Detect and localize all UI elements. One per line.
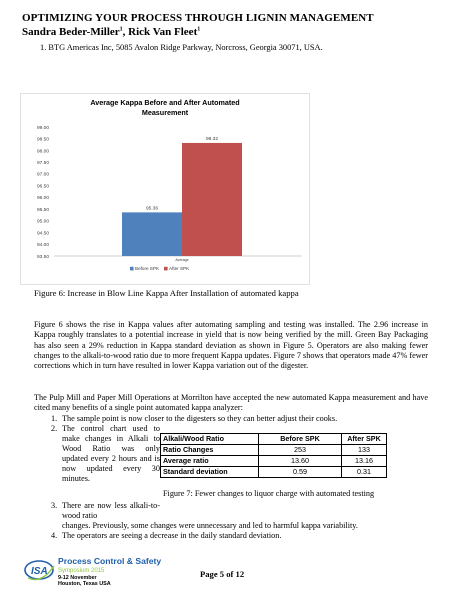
isa-symposium-logo — [24, 554, 174, 594]
figure-7-caption: Figure 7: Fewer changes to liquor charge with automated testing — [163, 489, 375, 498]
list-item-3-continuation: changes. Previously, some changes were unnecessary and led to harmful kappa variability. — [62, 521, 358, 530]
y-tick-label: 96.00 — [36, 196, 49, 202]
table-row-label: Average ratio — [161, 456, 259, 467]
figure-6-caption: Figure 6: Increase in Blow Line Kappa After Installation of automated kappa — [34, 288, 299, 298]
table-header-row — [161, 434, 387, 445]
event-name: Process Control & Safety — [58, 556, 162, 566]
list-item-3-number: 3. — [51, 501, 58, 510]
bar-data-label: 98.32 — [205, 136, 219, 142]
table-row — [161, 467, 387, 478]
list-item-4-text: The operators are seeing a decrease in the daily standard deviation. — [62, 531, 282, 540]
bar-after-spk — [182, 143, 242, 256]
chart-title-line1: Average Kappa Before and After Automated — [90, 98, 240, 107]
table-cell-before: 253 — [259, 445, 342, 456]
table-cell-before: 13.60 — [259, 456, 342, 467]
y-tick-label: 97.00 — [36, 172, 49, 178]
y-tick-label: 94.50 — [36, 231, 49, 237]
author-separator: , — [122, 26, 129, 38]
table-cell-after: 0.31 — [342, 467, 387, 478]
affiliation: 1. BTG Americas Inc, 5085 Avalon Ridge Parkway, Norcross, Georgia 30071, USA. — [40, 43, 323, 52]
y-tick-label: 98.50 — [36, 137, 49, 143]
author-line — [22, 26, 200, 38]
event-location: Houston, Texas USA — [58, 581, 111, 587]
event-subtitle: Symposium 2015 — [58, 568, 105, 574]
list-item-3-text: There are now less alkali-to-wood ratio — [62, 501, 160, 521]
body-paragraph-1: Figure 6 shows the rise in Kappa values after automating sampling and testing was installed. The 2.96 increase in Kappa roughly translates to a potential increase in yield that is now being verified by the mill. Green Bay Packaging has also seen a 29% reduction in Kappa standard deviation as shown in Figure 5. Operators are also making fewer changes to the alkali-to-wood ratio due to more frequent Kappa updates. Figure 7 shows that operators made 47% fewer corrections which in turn have resulted in lower Kappa variation out of the digester. — [34, 320, 428, 371]
legend-swatch — [164, 267, 168, 271]
bar-data-label: 95.36 — [145, 206, 159, 212]
list-item-1-text: The sample point is now closer to the digesters so they can better adjust their cooks. — [62, 414, 338, 423]
table-header-before: Before SPK — [259, 434, 342, 445]
table-row-label: Ratio Changes — [161, 445, 259, 456]
isa-logo-text: ISA — [31, 566, 48, 577]
table-row-label: Standard deviation — [161, 467, 259, 478]
alkali-wood-ratio-table — [160, 433, 387, 478]
legend-label: Before SPK — [135, 266, 160, 271]
author-1: Sandra Beder-Miller — [22, 26, 120, 38]
y-tick-label: 98.00 — [36, 149, 49, 155]
y-tick-label: 93.50 — [36, 254, 49, 260]
legend-swatch — [130, 267, 134, 271]
table-header-ratio: Alkali/Wood Ratio — [161, 434, 259, 445]
table-cell-after: 13.16 — [342, 456, 387, 467]
body-paragraph-2: The Pulp Mill and Paper Mill Operations at Morrilton have accepted the new automated Kappa measurement and have cited many benefits of a single point automated kappa analyzer: — [34, 393, 428, 413]
bar-before-spk — [122, 212, 182, 256]
list-item-2-text: The control chart used to make changes in Alkali to Wood Ratio was only updated every 2 hours and is now updated every 30 minutes. — [62, 424, 160, 484]
x-category-label: Average — [175, 258, 189, 262]
y-tick-label: 94.00 — [36, 243, 49, 249]
kappa-bar-chart — [20, 93, 310, 285]
legend-label: After SPK — [169, 266, 190, 271]
list-item-2-number: 2. — [51, 424, 58, 433]
list-item-1-number: 1. — [51, 414, 58, 423]
chart-title-line2: Measurement — [141, 108, 189, 117]
paper-title: OPTIMIZING YOUR PROCESS THROUGH LIGNIN MANAGEMENT — [22, 12, 374, 24]
table-row — [161, 445, 387, 456]
author-1-affiliation-mark: 1 — [119, 26, 123, 33]
table-cell-before: 0.59 — [259, 467, 342, 478]
table-row — [161, 456, 387, 467]
y-tick-label: 95.50 — [36, 207, 49, 213]
page-number: Page 5 of 12 — [200, 569, 245, 579]
y-tick-label: 97.50 — [36, 160, 49, 166]
event-dates: 9-12 November — [58, 575, 97, 581]
list-item-4-number: 4. — [51, 531, 58, 540]
y-tick-label: 96.50 — [36, 184, 49, 190]
y-tick-label: 95.00 — [36, 219, 49, 225]
author-2: Rick Van Fleet — [128, 26, 198, 38]
table-header-after: After SPK — [342, 434, 387, 445]
y-tick-label: 99.00 — [36, 125, 49, 131]
table-cell-after: 133 — [342, 445, 387, 456]
author-2-affiliation-mark: 1 — [197, 26, 201, 33]
